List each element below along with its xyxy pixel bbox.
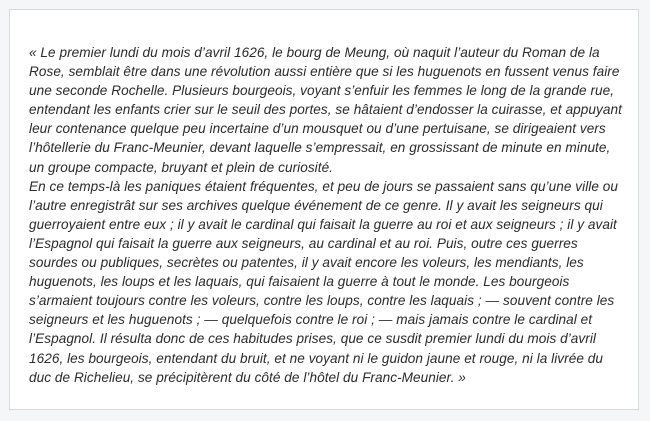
quote-paragraph-1: « Le premier lundi du mois d’avril 1626, le bourg de Meung, où naquit l’auteur du Roman de la Rose, semblait être dans une révolution aussi entière que si les huguenots en fussent venus faire une seconde Rochelle. Plusieurs bourgeois, voyant s’enfuir les femmes le long de la grande rue, entendant les enfants crier sur le seuil des portes, se hâtaient d’endosser la cuirasse, et appuyant leur contenance quelque peu incertaine d’un mousquet ou d’une pertuisane, se dirigeaient vers l’hôtellerie du Franc-Meunier, devant laquelle s’empressait, en grossissant de minute en minute, un groupe compacte, bruyant et plein de curiosité.	[29, 45, 622, 175]
quote-paragraph-2: En ce temps-là les paniques étaient fréquentes, et peu de jours se passaient sans qu’une ville ou l’autre enregistrât sur ses archives quelque événement de ce genre. Il y avait les seigneurs qui guerroyaient entre eux ; il y avait le cardinal qui faisait la guerre au roi et aux seigneurs ; il y avait l’Espagnol qui faisait la guerre aux seigneurs, au cardinal et au roi. Puis, outre ces guerres sourdes ou publiques, secrètes ou patentes, il y avait encore les voleurs, les mendiants, les huguenots, les loups et les laquais, qui faisaient la guerre à tout le monde. Les bourgeois s’armaient toujours contre les voleurs, contre les loups, contre les laquais ; — souvent contre les seigneurs et les huguenots ; — quelquefois contre le roi ; — mais jamais contre le cardinal et l’Espagnol. Il résulta donc de ces habitudes prises, que ce susdit premier lundi du mois d’avril 1626, les bourgeois, entendant du bruit, et ne voyant ni le guidon jaune et rouge, ni la livrée du duc de Richelieu, se précipitèrent du côté de l’hôtel du Franc-Meunier. »	[29, 178, 618, 385]
quote-box	[9, 9, 639, 410]
